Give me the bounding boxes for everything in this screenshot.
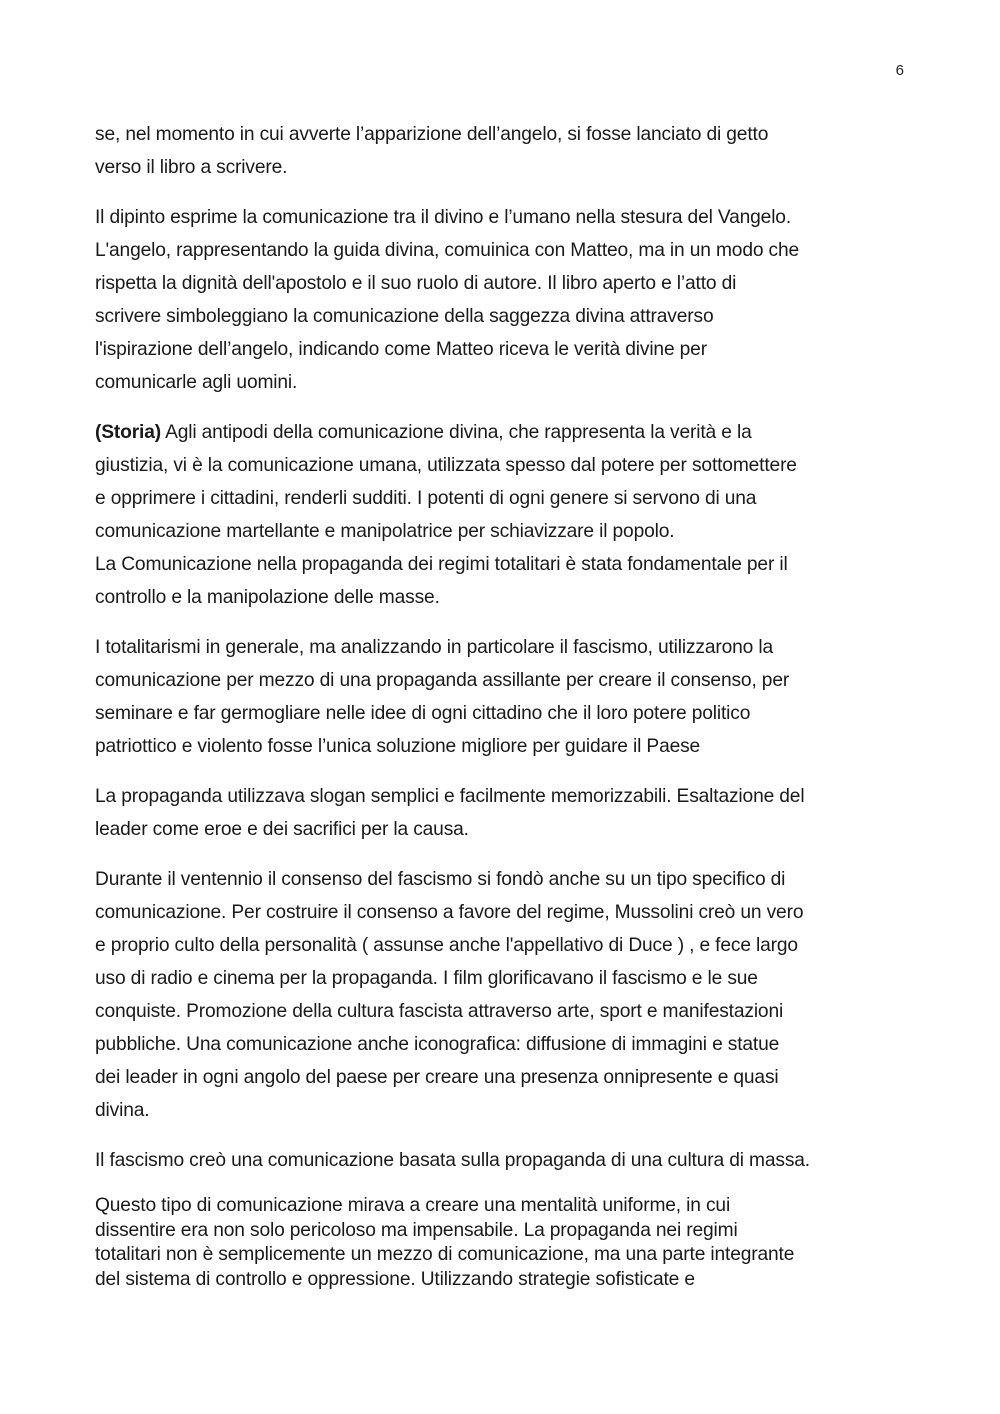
text-line: e proprio culto della personalità ( assunse anche l'appellativo di Duce ) , e fece largo — [95, 935, 798, 956]
text-line: seminare e far germogliare nelle idee di ogni cittadino che il loro potere politico — [95, 703, 751, 724]
text-line: controllo e la manipolazione delle masse. — [95, 587, 440, 608]
text-line: comunicarle agli uomini. — [95, 372, 298, 393]
paragraph-2 — [95, 201, 907, 399]
text-line: totalitari non è semplicemente un mezzo di comunicazione, ma una parte integrante — [95, 1244, 795, 1265]
text-line: dissentire era non solo pericoloso ma impensabile. La propaganda nei regimi — [95, 1219, 738, 1241]
text-fragment: Agli antipodi della comunicazione divina, che rappresenta la verità e la — [160, 422, 752, 443]
text-line: l'ispirazione dell’angelo, indicando come Matteo riceva le verità divine per — [95, 339, 707, 360]
paragraph-7 — [95, 1144, 907, 1177]
paragraph-8 — [95, 1194, 907, 1292]
paragraph-1 — [95, 118, 907, 184]
text-line: L'angelo, rappresentando la guida divina, comuinica con Matteo, ma in un modo che — [95, 240, 800, 261]
text-line: patriottico e violento fosse l’unica soluzione migliore per guidare il Paese — [95, 736, 701, 757]
text-line: comunicazione per mezzo di una propaganda assillante per creare il consenso, per — [95, 670, 790, 691]
text-line: comunicazione martellante e manipolatrice per schiavizzare il popolo. — [95, 521, 675, 542]
text-line: rispetta la dignità dell'apostolo e il suo ruolo di autore. Il libro aperto e l’atto di — [95, 273, 737, 294]
text-line: Il fascismo creò una comunicazione basata sulla propaganda di una cultura di massa. — [95, 1150, 810, 1171]
text-line: conquiste. Promozione della cultura fascista attraverso arte, sport e manifestazioni — [95, 1001, 784, 1022]
text-line: Questo tipo di comunicazione mirava a creare una mentalità uniforme, in cui — [95, 1195, 731, 1216]
text-line: dei leader in ogni angolo del paese per creare una presenza onnipresente e quasi — [95, 1067, 779, 1088]
paragraph-5 — [95, 780, 907, 846]
text-line: scrivere simboleggiano la comunicazione della saggezza divina attraverso — [95, 306, 714, 327]
page-number: 6 — [895, 62, 904, 79]
text-line: La propaganda utilizzava slogan semplici e facilmente memorizzabili. Esaltazione del — [95, 786, 805, 807]
text-line: e opprimere i cittadini, renderli sudditi. I potenti di ogni genere si servono di una — [95, 488, 757, 509]
text-line: I totalitarismi in generale, ma analizzando in particolare il fascismo, utilizzarono la — [95, 637, 774, 658]
text-line: pubbliche. Una comunicazione anche iconografica: diffusione di immagini e statue — [95, 1034, 780, 1055]
paragraph-6 — [95, 863, 907, 1127]
document-body — [95, 118, 907, 1309]
text-line: leader come eroe e dei sacrifici per la causa. — [95, 819, 469, 840]
paragraph-4 — [95, 631, 907, 763]
text-line: Durante il ventennio il consenso del fascismo si fondò anche su un tipo specifico di — [95, 869, 786, 890]
text-line: divina. — [95, 1100, 150, 1121]
text-line: giustizia, vi è la comunicazione umana, utilizzata spesso dal potere per sottomettere — [95, 455, 797, 476]
text-line: uso di radio e cinema per la propaganda. I film glorificavano il fascismo e le sue — [95, 968, 758, 989]
text-line: se, nel momento in cui avverte l’apparizione dell’angelo, si fosse lanciato di getto — [95, 124, 769, 145]
text-line: del sistema di controllo e oppressione. Utilizzando strategie sofisticate e — [95, 1268, 695, 1290]
text-line: Il dipinto esprime la comunicazione tra il divino e l’umano nella stesura del Vangelo. — [95, 207, 792, 228]
text-line: comunicazione. Per costruire il consenso a favore del regime, Mussolini creò un vero — [95, 902, 804, 923]
text-line: verso il libro a scrivere. — [95, 157, 288, 178]
text-line: La Comunicazione nella propaganda dei regimi totalitari è stata fondamentale per il — [95, 554, 788, 575]
section-label: (Storia) — [95, 422, 161, 443]
paragraph-storia — [95, 416, 907, 614]
text-line — [95, 416, 907, 449]
